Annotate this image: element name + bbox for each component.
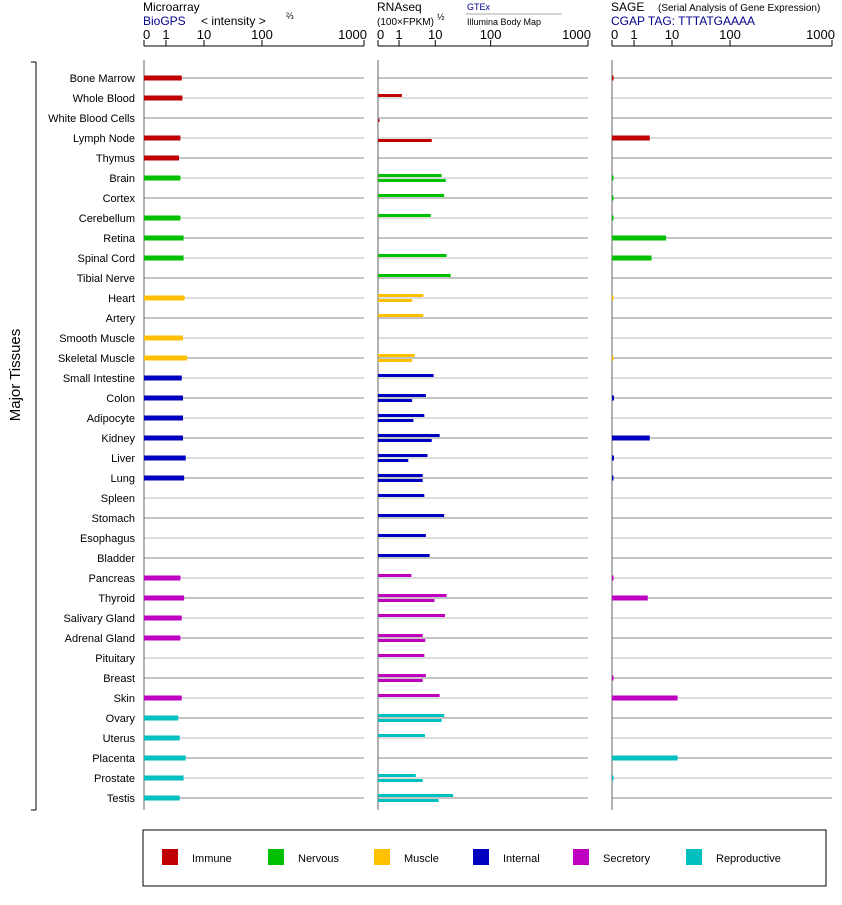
bar-sage (612, 296, 614, 301)
category-label: White Blood Cells (48, 113, 135, 125)
bar-rnaseq-gtex (378, 94, 402, 97)
tick-label: 0 (377, 27, 385, 42)
bar-microarray (144, 136, 180, 141)
bar-rnaseq-bodymap (378, 299, 412, 302)
bar-rnaseq-gtex (378, 714, 444, 717)
bar-rnaseq-gtex (378, 414, 424, 417)
bar-rnaseq-gtex (378, 254, 447, 257)
category-label: Testis (106, 793, 135, 805)
tick-label: 100 (251, 27, 273, 42)
panel-scale-exponent: ⅔ (286, 11, 294, 21)
bar-rnaseq-bodymap (378, 599, 434, 602)
bar-rnaseq-bodymap (378, 459, 408, 462)
bar-rnaseq-gtex (378, 374, 434, 377)
bar-sage (612, 216, 614, 221)
bar-microarray (144, 176, 180, 181)
tick-label: 0 (143, 27, 151, 42)
bar-microarray (144, 696, 182, 701)
bar-sage (612, 176, 614, 181)
bar-microarray (144, 376, 182, 381)
bar-rnaseq-gtex (378, 274, 451, 277)
legend-label: Muscle (404, 853, 439, 865)
tick-label: 100 (479, 27, 502, 42)
bar-rnaseq-gtex (378, 774, 416, 777)
panel-title-sage: SAGE (611, 0, 645, 14)
bar-microarray (144, 796, 180, 801)
bar-sage (612, 756, 678, 761)
bar-sage (612, 436, 650, 441)
bar-rnaseq-bodymap (378, 679, 423, 682)
bar-microarray (144, 416, 183, 421)
bar-sage (612, 676, 614, 681)
legend-swatch (268, 849, 284, 865)
bar-rnaseq-gtex (378, 674, 426, 677)
category-label: Esophagus (79, 533, 135, 545)
category-label: Smooth Muscle (59, 333, 135, 345)
panel-title-rnaseq: RNAseq (377, 0, 422, 14)
bar-microarray (144, 396, 183, 401)
bar-rnaseq-gtex (378, 474, 423, 477)
category-label: Pituitary (95, 653, 135, 665)
tick-label: 1000 (562, 27, 591, 42)
bar-microarray (144, 716, 178, 721)
bar-rnaseq-gtex (378, 314, 423, 317)
bar-rnaseq-gtex (378, 174, 442, 177)
bar-sage (612, 76, 614, 81)
bar-rnaseq-bodymap (378, 359, 412, 362)
bar-microarray (144, 756, 186, 761)
category-label: Cerebellum (78, 213, 135, 225)
bar-rnaseq-gtex (378, 194, 444, 197)
bar-rnaseq-gtex (378, 554, 430, 557)
category-label: Skin (113, 693, 135, 705)
bar-rnaseq-gtex (378, 734, 425, 737)
bar-rnaseq-bodymap (378, 639, 425, 642)
panel-subtitle-biogps: BioGPS (143, 14, 186, 28)
tick-label: 1 (630, 27, 638, 42)
legend-label: Nervous (298, 853, 339, 865)
legend-gtex: GTEx (467, 2, 491, 12)
bar-rnaseq-gtex (378, 514, 444, 517)
category-label: Thyroid (98, 593, 135, 605)
bar-sage (612, 356, 614, 361)
category-label: Whole Blood (72, 93, 135, 105)
category-label: Stomach (91, 513, 135, 525)
bar-rnaseq-bodymap (378, 179, 446, 182)
bar-microarray (144, 456, 186, 461)
bar-microarray (144, 476, 184, 481)
bar-microarray (144, 256, 184, 261)
tick-label: 10 (196, 27, 212, 42)
legend-label: Secretory (603, 853, 651, 865)
bar-microarray (144, 216, 180, 221)
panel-scale-exponent: ½ (437, 12, 445, 22)
category-label: Brain (109, 173, 135, 185)
bar-microarray (144, 296, 185, 301)
bar-rnaseq-bodymap (378, 119, 380, 122)
bar-microarray (144, 776, 184, 781)
legend-swatch (573, 849, 589, 865)
legend-swatch (686, 849, 702, 865)
bar-rnaseq-gtex (378, 294, 423, 297)
bar-rnaseq-gtex (378, 214, 431, 217)
bar-rnaseq-gtex (378, 354, 415, 357)
bar-rnaseq-gtex (378, 634, 423, 637)
tick-label: 1000 (806, 27, 835, 42)
bar-rnaseq-bodymap (378, 479, 423, 482)
tick-label: 10 (664, 27, 680, 42)
bar-rnaseq-bodymap (378, 419, 413, 422)
bar-rnaseq-gtex (378, 654, 424, 657)
category-label: Cortex (102, 193, 135, 205)
panel-title-microarray: Microarray (143, 0, 200, 14)
category-label: Colon (106, 393, 135, 405)
bar-microarray (144, 96, 182, 101)
tick-label: 10 (428, 27, 443, 42)
category-label: Breast (103, 673, 135, 685)
bar-sage (612, 396, 614, 401)
bar-microarray (144, 236, 184, 241)
tick-label: 1 (395, 27, 403, 42)
bar-sage (612, 456, 614, 461)
bar-microarray (144, 576, 180, 581)
bar-sage (612, 696, 678, 701)
bar-rnaseq-bodymap (378, 439, 432, 442)
category-label: Pancreas (88, 573, 135, 585)
bar-rnaseq-gtex (378, 494, 424, 497)
bar-sage (612, 776, 614, 781)
bar-rnaseq-gtex (378, 534, 426, 537)
category-label: Kidney (101, 433, 135, 445)
category-label: Adrenal Gland (64, 633, 135, 645)
category-label: Bladder (97, 553, 135, 565)
legend-swatch (374, 849, 390, 865)
bar-microarray (144, 436, 183, 441)
bar-rnaseq-gtex (378, 694, 440, 697)
category-label: Skeletal Muscle (57, 353, 135, 365)
bar-microarray (144, 156, 179, 161)
category-label: Thymus (95, 153, 135, 165)
category-label: Retina (103, 233, 135, 245)
bar-microarray (144, 596, 184, 601)
bar-microarray (144, 76, 182, 81)
category-label: Heart (108, 293, 135, 305)
bar-sage (612, 596, 648, 601)
bar-rnaseq-gtex (378, 614, 445, 617)
category-label: Spleen (100, 493, 135, 505)
category-label: Uterus (102, 733, 135, 745)
bar-rnaseq-bodymap (378, 779, 423, 782)
panel-subtitle-fpkm: (100×FPKM) (377, 17, 434, 28)
category-label: Lung (110, 473, 135, 485)
category-label: Ovary (105, 713, 135, 725)
y-axis-label: Major Tissues (7, 328, 24, 422)
bar-rnaseq-bodymap (378, 399, 412, 402)
bar-sage (612, 476, 614, 481)
category-label: Spinal Cord (77, 253, 135, 265)
bar-rnaseq-gtex (378, 394, 426, 397)
bar-sage (612, 256, 652, 261)
category-label: Salivary Gland (63, 613, 135, 625)
category-label: Artery (105, 313, 135, 325)
legend-swatch (473, 849, 489, 865)
legend-label: Reproductive (716, 853, 781, 865)
bar-sage (612, 576, 614, 581)
bar-microarray (144, 736, 180, 741)
bar-sage (612, 136, 650, 141)
bar-microarray (144, 636, 180, 641)
panel-subtitle-sage: (Serial Analysis of Gene Expression) (658, 3, 821, 14)
bar-rnaseq-bodymap (378, 799, 439, 802)
bar-microarray (144, 616, 182, 621)
category-label: Tibial Nerve (76, 273, 135, 285)
bar-sage (612, 236, 666, 241)
tick-label: 1000 (338, 27, 367, 42)
category-label: Bone Marrow (69, 73, 135, 85)
legend-label: Internal (503, 853, 540, 865)
panel-scale-label: < intensity > (201, 14, 266, 28)
bar-microarray (144, 336, 183, 341)
bar-rnaseq-bodymap (378, 139, 432, 142)
bar-rnaseq-gtex (378, 594, 447, 597)
category-label: Liver (111, 453, 135, 465)
bar-rnaseq-gtex (378, 574, 411, 577)
category-label: Placenta (92, 753, 135, 765)
legend-label: Immune (192, 853, 232, 865)
category-label: Small Intestine (62, 373, 135, 385)
category-label: Lymph Node (73, 133, 135, 145)
tick-label: 0 (611, 27, 619, 42)
bar-microarray (144, 356, 187, 361)
tick-label: 100 (719, 27, 741, 42)
category-label: Adipocyte (86, 413, 135, 425)
bar-rnaseq-bodymap (378, 719, 442, 722)
category-label: Prostate (94, 773, 135, 785)
legend-bodymap: Illumina Body Map (467, 17, 542, 27)
bar-rnaseq-gtex (378, 794, 453, 797)
tick-label: 1 (162, 27, 170, 42)
bar-sage (612, 196, 614, 201)
panel-tag-sage: CGAP TAG: TTTATGAAAA (611, 14, 756, 28)
bar-rnaseq-gtex (378, 434, 440, 437)
legend-swatch (162, 849, 178, 865)
bar-rnaseq-gtex (378, 454, 427, 457)
